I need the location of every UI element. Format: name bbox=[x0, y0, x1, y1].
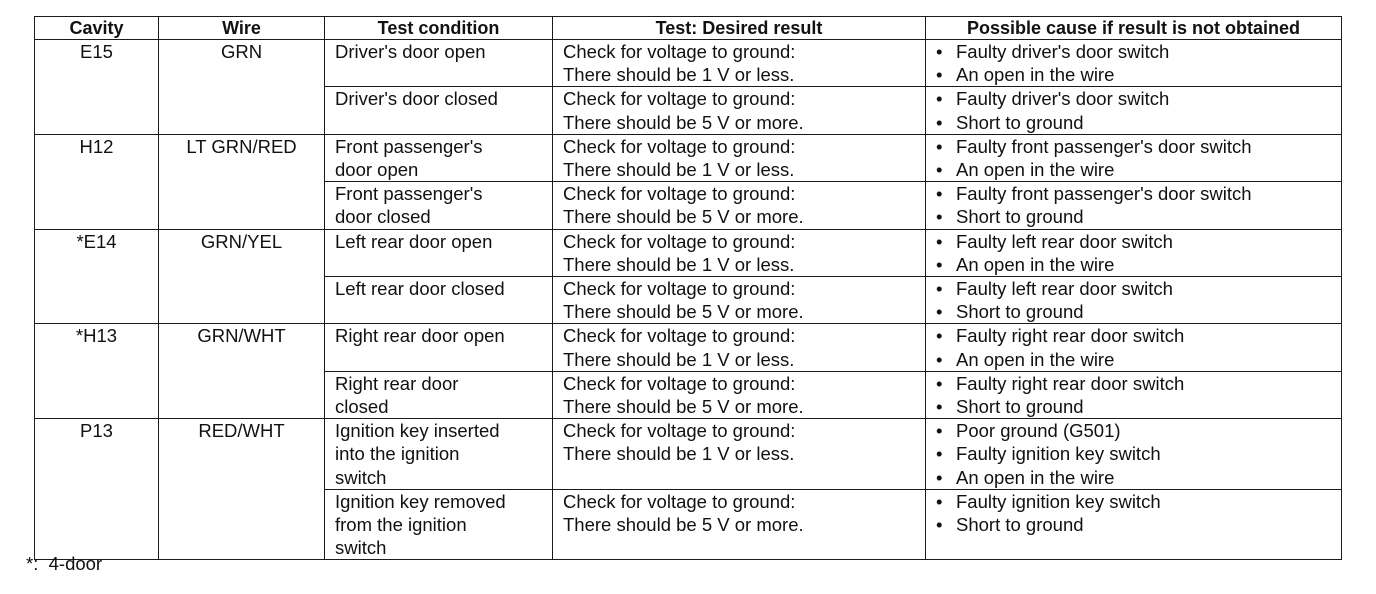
header-possible-cause: Possible cause if result is not obtained bbox=[926, 17, 1342, 40]
desired-result-cell: Check for voltage to ground: There should be 1 V or less. bbox=[553, 419, 926, 490]
cause-item bbox=[936, 419, 1341, 442]
test-condition-cell: Driver's door closed bbox=[325, 87, 553, 134]
bullet-icon: • bbox=[936, 420, 943, 442]
cause-item bbox=[936, 63, 1341, 86]
cause-item bbox=[936, 111, 1341, 134]
cause-item bbox=[936, 442, 1341, 465]
cause-text: An open in the wire bbox=[956, 253, 1115, 275]
test-condition-cell: Right rear door open bbox=[325, 324, 553, 371]
cause-text: Faulty left rear door switch bbox=[956, 230, 1173, 252]
cause-item bbox=[936, 395, 1341, 418]
wire-cell: GRN/YEL bbox=[159, 229, 325, 324]
bullet-icon: • bbox=[936, 466, 943, 488]
test-condition-cell: Left rear door open bbox=[325, 229, 553, 276]
desired-result-cell: Check for voltage to ground: There should be 5 V or more. bbox=[553, 277, 926, 324]
cause-item bbox=[936, 158, 1341, 181]
possible-cause-cell bbox=[926, 229, 1342, 276]
cause-text: Faulty front passenger's door switch bbox=[956, 135, 1252, 157]
cause-text: Faulty driver's door switch bbox=[956, 41, 1170, 62]
cause-text: Faulty ignition key switch bbox=[956, 443, 1161, 465]
cause-item bbox=[936, 253, 1341, 276]
bullet-icon: • bbox=[936, 490, 943, 512]
cause-item bbox=[936, 348, 1341, 371]
test-condition-cell: Driver's door open bbox=[325, 40, 553, 87]
header-test-condition: Test condition bbox=[325, 17, 553, 40]
cause-text: Short to ground bbox=[956, 514, 1084, 536]
table-row bbox=[35, 324, 1342, 371]
possible-cause-cell bbox=[926, 182, 1342, 229]
cause-text: An open in the wire bbox=[956, 159, 1115, 181]
bullet-icon: • bbox=[936, 443, 943, 465]
cause-item bbox=[936, 230, 1341, 253]
desired-result-cell: Check for voltage to ground: There should be 5 V or more. bbox=[553, 371, 926, 418]
table-row bbox=[35, 229, 1342, 276]
bullet-icon: • bbox=[936, 111, 943, 133]
cause-text: Faulty front passenger's door switch bbox=[956, 183, 1252, 205]
bullet-icon: • bbox=[936, 206, 943, 228]
cause-text: Short to ground bbox=[956, 396, 1084, 418]
cause-text: An open in the wire bbox=[956, 466, 1115, 488]
bullet-icon: • bbox=[936, 230, 943, 252]
bullet-icon: • bbox=[936, 514, 943, 536]
test-condition-cell: Left rear door closed bbox=[325, 277, 553, 324]
bullet-icon: • bbox=[936, 372, 943, 394]
desired-result-cell: Check for voltage to ground: There should be 5 V or more. bbox=[553, 87, 926, 134]
cause-text: Faulty ignition key switch bbox=[956, 490, 1161, 512]
cause-text: Faulty right rear door switch bbox=[956, 372, 1185, 394]
cause-text: Short to ground bbox=[956, 111, 1084, 133]
test-condition-cell: Ignition key removed from the ignition switch bbox=[325, 489, 553, 560]
possible-cause-cell bbox=[926, 40, 1342, 87]
cause-item bbox=[936, 205, 1341, 228]
cause-item bbox=[936, 466, 1341, 489]
cause-text: An open in the wire bbox=[956, 64, 1115, 86]
header-desired-result: Test: Desired result bbox=[553, 17, 926, 40]
cavity-cell: E15 bbox=[35, 40, 159, 135]
desired-result-cell: Check for voltage to ground: There should be 1 V or less. bbox=[553, 324, 926, 371]
bullet-icon: • bbox=[936, 135, 943, 157]
table-row bbox=[35, 40, 1342, 87]
table-body bbox=[35, 40, 1342, 560]
test-condition-cell: Front passenger's door closed bbox=[325, 182, 553, 229]
bullet-icon: • bbox=[936, 64, 943, 86]
cause-text: Short to ground bbox=[956, 206, 1084, 228]
possible-cause-cell bbox=[926, 87, 1342, 134]
desired-result-cell: Check for voltage to ground: There should be 5 V or more. bbox=[553, 182, 926, 229]
possible-cause-cell bbox=[926, 419, 1342, 490]
bullet-icon: • bbox=[936, 88, 943, 110]
bullet-icon: • bbox=[936, 41, 943, 62]
desired-result-cell: Check for voltage to ground: There should be 5 V or more. bbox=[553, 489, 926, 560]
cause-item bbox=[936, 182, 1341, 205]
header-cavity: Cavity bbox=[35, 17, 159, 40]
cause-item bbox=[936, 324, 1341, 347]
table-row bbox=[35, 419, 1342, 490]
bullet-icon: • bbox=[936, 325, 943, 347]
header-row bbox=[35, 17, 1342, 40]
test-condition-cell: Right rear door closed bbox=[325, 371, 553, 418]
cause-text: Poor ground (G501) bbox=[956, 420, 1121, 442]
cause-text: Short to ground bbox=[956, 301, 1084, 323]
test-condition-cell: Front passenger's door open bbox=[325, 134, 553, 181]
footnote: *: 4-door bbox=[26, 553, 103, 574]
cause-text: Faulty left rear door switch bbox=[956, 278, 1173, 300]
cavity-cell: *E14 bbox=[35, 229, 159, 324]
bullet-icon: • bbox=[936, 159, 943, 181]
troubleshooting-table bbox=[34, 16, 1342, 560]
header-wire: Wire bbox=[159, 17, 325, 40]
cause-item bbox=[936, 513, 1341, 536]
cause-item bbox=[936, 300, 1341, 323]
possible-cause-cell bbox=[926, 134, 1342, 181]
cause-item bbox=[936, 372, 1341, 395]
cause-item bbox=[936, 490, 1341, 513]
cause-text: Faulty right rear door switch bbox=[956, 325, 1185, 347]
cause-text: Faulty driver's door switch bbox=[956, 88, 1170, 110]
bullet-icon: • bbox=[936, 348, 943, 370]
wire-cell: RED/WHT bbox=[159, 419, 325, 560]
cavity-cell: *H13 bbox=[35, 324, 159, 419]
cause-item bbox=[936, 87, 1341, 110]
wire-cell: LT GRN/RED bbox=[159, 134, 325, 229]
bullet-icon: • bbox=[936, 301, 943, 323]
possible-cause-cell bbox=[926, 324, 1342, 371]
cause-item bbox=[936, 277, 1341, 300]
bullet-icon: • bbox=[936, 183, 943, 205]
table-row bbox=[35, 134, 1342, 181]
table-header bbox=[35, 17, 1342, 40]
desired-result-cell: Check for voltage to ground: There should be 1 V or less. bbox=[553, 134, 926, 181]
possible-cause-cell bbox=[926, 277, 1342, 324]
bullet-icon: • bbox=[936, 278, 943, 300]
bullet-icon: • bbox=[936, 396, 943, 418]
wire-cell: GRN bbox=[159, 40, 325, 135]
test-condition-cell: Ignition key inserted into the ignition switch bbox=[325, 419, 553, 490]
wire-cell: GRN/WHT bbox=[159, 324, 325, 419]
desired-result-cell: Check for voltage to ground: There should be 1 V or less. bbox=[553, 40, 926, 87]
possible-cause-cell bbox=[926, 489, 1342, 560]
cavity-cell: P13 bbox=[35, 419, 159, 560]
cause-text: An open in the wire bbox=[956, 348, 1115, 370]
cause-item bbox=[936, 135, 1341, 158]
possible-cause-cell bbox=[926, 371, 1342, 418]
cause-item bbox=[936, 40, 1341, 63]
desired-result-cell: Check for voltage to ground: There should be 1 V or less. bbox=[553, 229, 926, 276]
bullet-icon: • bbox=[936, 253, 943, 275]
cavity-cell: H12 bbox=[35, 134, 159, 229]
